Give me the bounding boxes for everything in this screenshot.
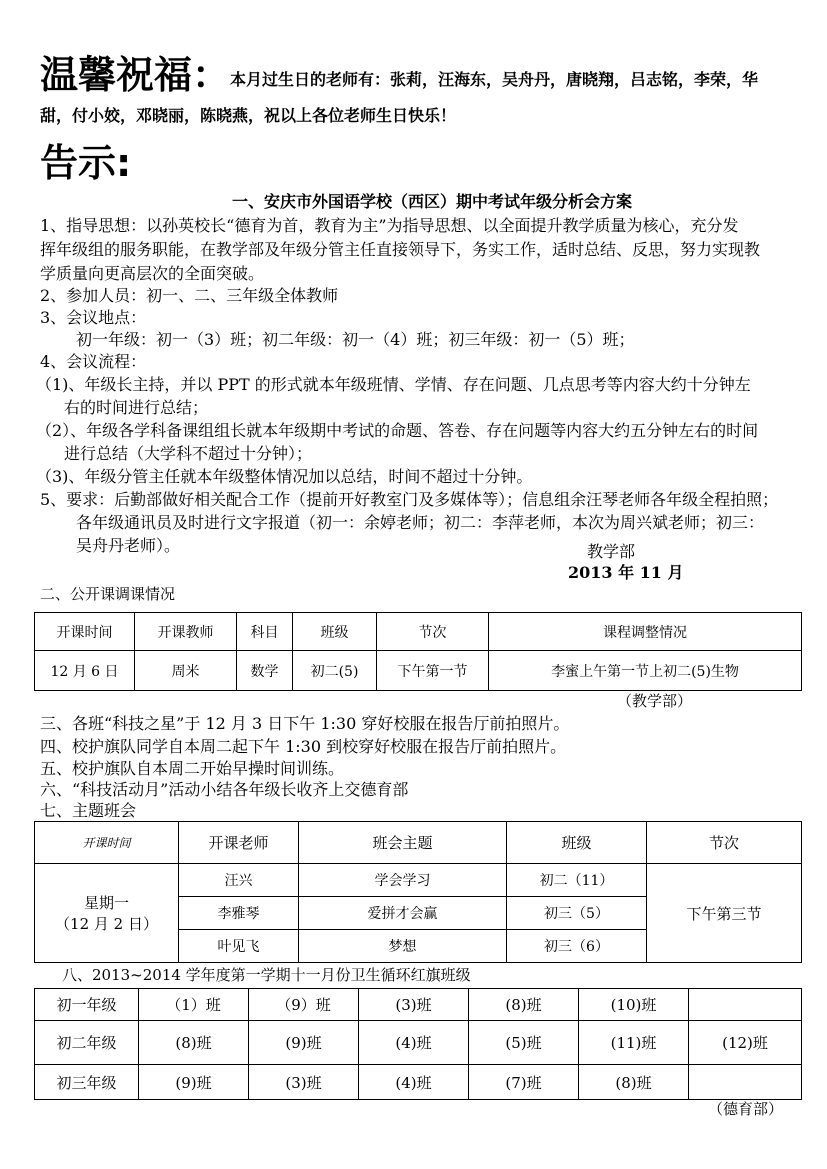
section2-title: 二、公开课调课情况	[40, 585, 176, 603]
section1-line: 3、会议地点：	[40, 308, 147, 327]
class-cell: (3)班	[249, 1065, 359, 1100]
class-cell: (9)班	[249, 1021, 359, 1065]
header-cell: 节次	[377, 613, 489, 651]
section1-line: （2）、年级各学科备课组组长就本年级期中考试的命题、答卷、存在问题等内容大约五分钟左右的时间	[36, 421, 759, 440]
birthday-line-2: 甜，付小姣，邓晓丽，陈晓燕，祝以上各位老师生日快乐！	[40, 106, 457, 125]
section1-line: 吴舟丹老师）。	[76, 536, 181, 555]
header-cell: 班会主题	[299, 822, 507, 864]
section1-line: 进行总结（大学科不超过十分钟）；	[64, 444, 313, 463]
notice-item: 三、各班“科技之星”于 12 月 3 日下午 1:30 穿好校服在报告厅前拍照片。	[40, 714, 570, 733]
table-cell: 12 月 6 日	[35, 651, 135, 691]
section1-line: 1、指导思想：以孙英校长“德育为首，教育为主”为指导思想、以全面提升教学质量为核心，充分发	[40, 216, 739, 235]
section1-signature: 教学部	[587, 542, 636, 561]
section1-line: （3)、年级分管主任就本年级整体情况加以总结，时间不超过十分钟。	[36, 467, 533, 486]
section1-line: 2、参加人员：初一、二、三年级全体教师	[40, 286, 339, 305]
header-cell: 开课教师	[135, 613, 237, 651]
header-cell: 课程调整情况	[489, 613, 802, 651]
header-cell: 班级	[507, 822, 647, 864]
notice-item: 六、“科技活动月”活动小结各年级长收齐上交德育部	[40, 780, 409, 799]
header-cell: 班级	[293, 613, 377, 651]
header-cell: 开课时间	[35, 613, 135, 651]
course-adjust-table	[34, 612, 802, 691]
teacher-cell: 汪兴	[179, 864, 299, 897]
class-cell: (4)班	[359, 1065, 469, 1100]
period-cell: 下午第三节	[647, 864, 802, 963]
greeting-title-text: 温馨祝福	[40, 53, 193, 97]
class-cell: （1）班	[139, 989, 249, 1021]
greeting-colon: ：	[192, 53, 231, 97]
class-cell: (4)班	[359, 1021, 469, 1065]
header-cell: 节次	[647, 822, 802, 864]
class-cell: (9)班	[139, 1065, 249, 1100]
class-meeting-table	[34, 821, 802, 963]
teacher-cell: 李雅琴	[179, 897, 299, 930]
class-cell: (12)班	[689, 1021, 802, 1065]
birthday-line-1: 本月过生日的老师有：张莉，汪海东，吴舟丹，唐晓翔，吕志铭，李荣，华	[230, 70, 759, 89]
section1-line: 各年级通讯员及时进行文字报道（初一：余婷老师；初二：李萍老师，本次为周兴斌老师；初三：	[76, 513, 765, 532]
section8-note: （德育部）	[708, 1100, 784, 1118]
section1-date: 2013 年 11 月	[568, 563, 684, 582]
class-cell: (11)班	[579, 1021, 689, 1065]
table-cell: 周米	[135, 651, 237, 691]
red-flag-table	[34, 988, 802, 1100]
grade-cell: 初一年级	[35, 989, 139, 1021]
class-cell: (10)班	[579, 989, 689, 1021]
grade-cell: 初二年级	[35, 1021, 139, 1065]
section1-line: 5、要求：后勤部做好相关配合工作（提前开好教室门及多媒体等）；信息组余汪琴老师各年级全程拍照；	[40, 490, 779, 509]
class-cell	[689, 989, 802, 1021]
class-cell: (8)班	[579, 1065, 689, 1100]
theme-cell: 爱拼才会赢	[299, 897, 507, 930]
class-cell	[689, 1065, 802, 1100]
theme-cell: 学会学习	[299, 864, 507, 897]
section2-note: （教学部）	[617, 692, 693, 710]
header-cell: 开课老师	[179, 822, 299, 864]
section1-line: 挥年级组的服务职能，在教学部及年级分管主任直接领导下，务实工作，适时总结、反思，努力实现教	[40, 240, 761, 259]
greeting-title	[40, 53, 231, 97]
table-cell: 初二(5)	[293, 651, 377, 691]
class-cell: (3)班	[359, 989, 469, 1021]
grade-cell: 初三年级	[35, 1065, 139, 1100]
table-cell: 李蜜上午第一节上初二(5)生物	[489, 651, 802, 691]
notice-item: 五、校护旗队自本周二开始早操时间训练。	[40, 759, 345, 778]
header-cell: 科目	[237, 613, 293, 651]
class-cell: 初三（5）	[507, 897, 647, 930]
table-cell: 下午第一节	[377, 651, 489, 691]
notice-item: 七、主题班会	[40, 801, 137, 820]
class-cell: (5)班	[469, 1021, 579, 1065]
day-label: 星期一	[83, 894, 129, 912]
section1-line: 学质量向更高层次的全面突破。	[40, 264, 265, 283]
class-cell: （9）班	[249, 989, 359, 1021]
theme-cell: 梦想	[299, 930, 507, 963]
section1-line: （1)、年级长主持，并以 PPT 的形式就本年级班情、学情、存在问题、几点思考等内容大约十分钟左	[36, 375, 751, 394]
notice-title: 告示:	[40, 141, 132, 185]
section1-line: 4、会议流程：	[40, 352, 147, 371]
date-label: （12 月 2 日）	[55, 915, 158, 933]
section1-title: 一、安庆市外国语学校（西区）期中考试年级分析会方案	[232, 192, 633, 211]
class-cell: 初三（6）	[507, 930, 647, 963]
section8-title: 八、2013~2014 学年度第一学期十一月份卫生循环红旗班级	[62, 966, 471, 984]
class-cell: (7)班	[469, 1065, 579, 1100]
header-cell: 开课时间	[35, 822, 179, 864]
day-cell	[35, 864, 179, 963]
section1-line: 初一年级：初一（3）班；初二年级：初一（4）班；初三年级：初一（5）班；	[76, 330, 635, 349]
section1-line: 右的时间进行总结；	[64, 398, 209, 417]
notice-item: 四、校护旗队同学自本周二起下午 1:30 到校穿好校服在报告厅前拍照片。	[40, 737, 567, 756]
teacher-cell: 叶见飞	[179, 930, 299, 963]
table-cell: 数学	[237, 651, 293, 691]
class-cell: 初二（11）	[507, 864, 647, 897]
class-cell: (8)班	[139, 1021, 249, 1065]
class-cell: (8)班	[469, 989, 579, 1021]
